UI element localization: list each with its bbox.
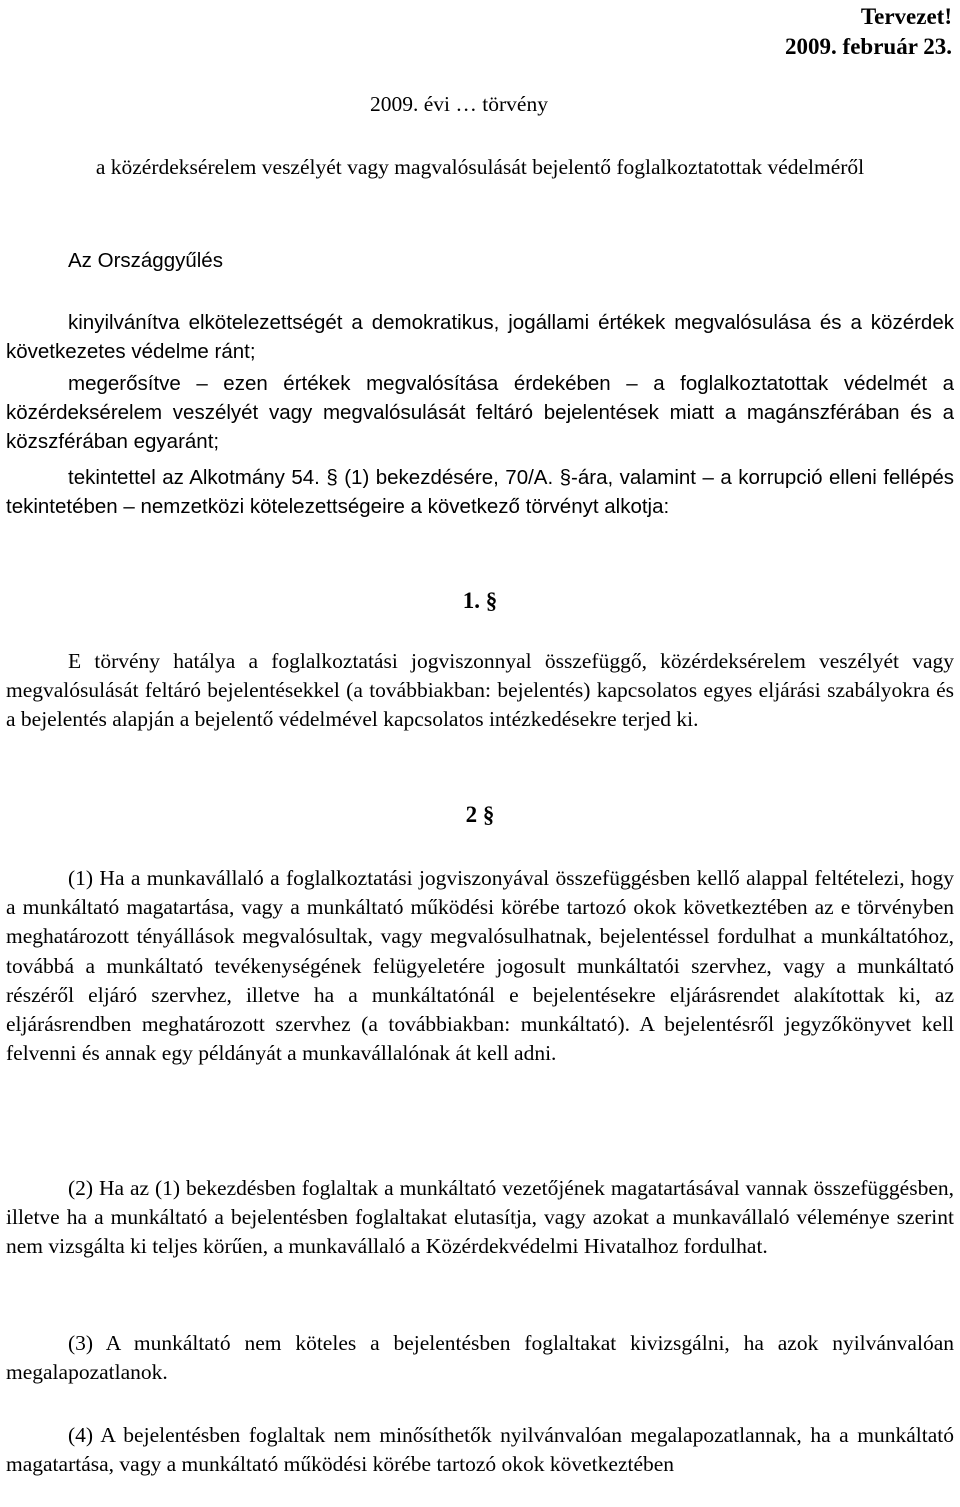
draft-date: 2009. február 23.	[785, 34, 952, 59]
section-2-paragraph-4: (4) A bejelentésben foglaltak nem minősíthetők nyilvánvalóan megalapozatlannak, ha a munkáltató magatartása, vagy a munkáltató működési körébe tartozó okok következtében	[6, 1423, 954, 1477]
section-2-heading: 2 §	[465, 802, 495, 827]
section-1-heading: 1. §	[462, 588, 498, 613]
law-number: 2009. évi … törvény	[370, 92, 548, 116]
preamble-paragraph-2: megerősítve – ezen értékek megvalósítása érdekében – a foglalkoztatottak védelmét a közérdeksérelem veszélyét vagy megvalósulását feltáró bejelentések miatt a magánszférában és a közszférában egyaránt;	[6, 372, 954, 454]
section-2-paragraph-3: (3) A munkáltató nem köteles a bejelentésben foglaltakat kivizsgálni, ha azok nyilvánvalóan megalapozatlanok.	[6, 1331, 954, 1385]
law-subject: a közérdeksérelem veszélyét vagy magvalósulását bejelentő foglalkoztatottak védelméről	[95, 155, 865, 179]
section-1-text: E törvény hatálya a foglalkoztatási jogviszonnyal összefüggő, közérdeksérelem veszélyét vagy megvalósulását feltáró bejelentésekkel (a továbbiakban: bejelentés) kapcsolatos egyes eljárási szabályokra és a bejelentés alapján a bejelentő védelmével kapcsolatos intézkedésekre terjed ki.	[6, 649, 954, 732]
section-2-paragraph-1: (1) Ha a munkavállaló a foglalkoztatási jogviszonyával összefüggésben kellő alappal feltételezi, hogy a munkáltató magatartása, vagy a munkáltató működési körébe tartozó okok következtében az e törvényben meghatározott tényállások megvalósultak, vagy megvalósulhatnak, bejelentéssel fordulhat a munkáltatóhoz, továbbá a munkáltató tevékenységének felügyeletére jogosult munkáltatói szervhez, vagy a munkáltató részéről eljáró szervhez, illetve ha a munkáltatónál e bejelentésekre eljárásrendet alakítottak ki, az eljárásrendben meghatározott szervhez (a továbbiakban: munkáltató). A bejelentésről jegyzőkönyvet kell felvenni és annak egy példányát a munkavállalónak át kell adni.	[6, 866, 954, 1066]
preamble-paragraph-1: kinyilvánítva elkötelezettségét a demokratikus, jogállami értékek megvalósulása és a közérdek következetes védelme ránt;	[6, 311, 954, 364]
issuer: Az Országgyűlés	[68, 249, 223, 272]
preamble-paragraph-3: tekintettel az Alkotmány 54. § (1) bekezdésére, 70/A. §-ára, valamint – a korrupció elleni fellépés tekintetében – nemzetközi kötelezettségeire a következő törvényt alkotja:	[6, 466, 954, 519]
draft-status: Tervezet!	[860, 4, 952, 29]
section-2-paragraph-2: (2) Ha az (1) bekezdésben foglaltak a munkáltató vezetőjének magatartásával vannak összefüggésben, illetve ha a munkáltató a bejelentésben foglaltakat elutasítja, vagy azokat a munkavállaló véleménye szerint nem vizsgálta ki teljes körűen, a munkavállaló a Közérdekvédelmi Hivatalhoz fordulhat.	[6, 1176, 954, 1259]
